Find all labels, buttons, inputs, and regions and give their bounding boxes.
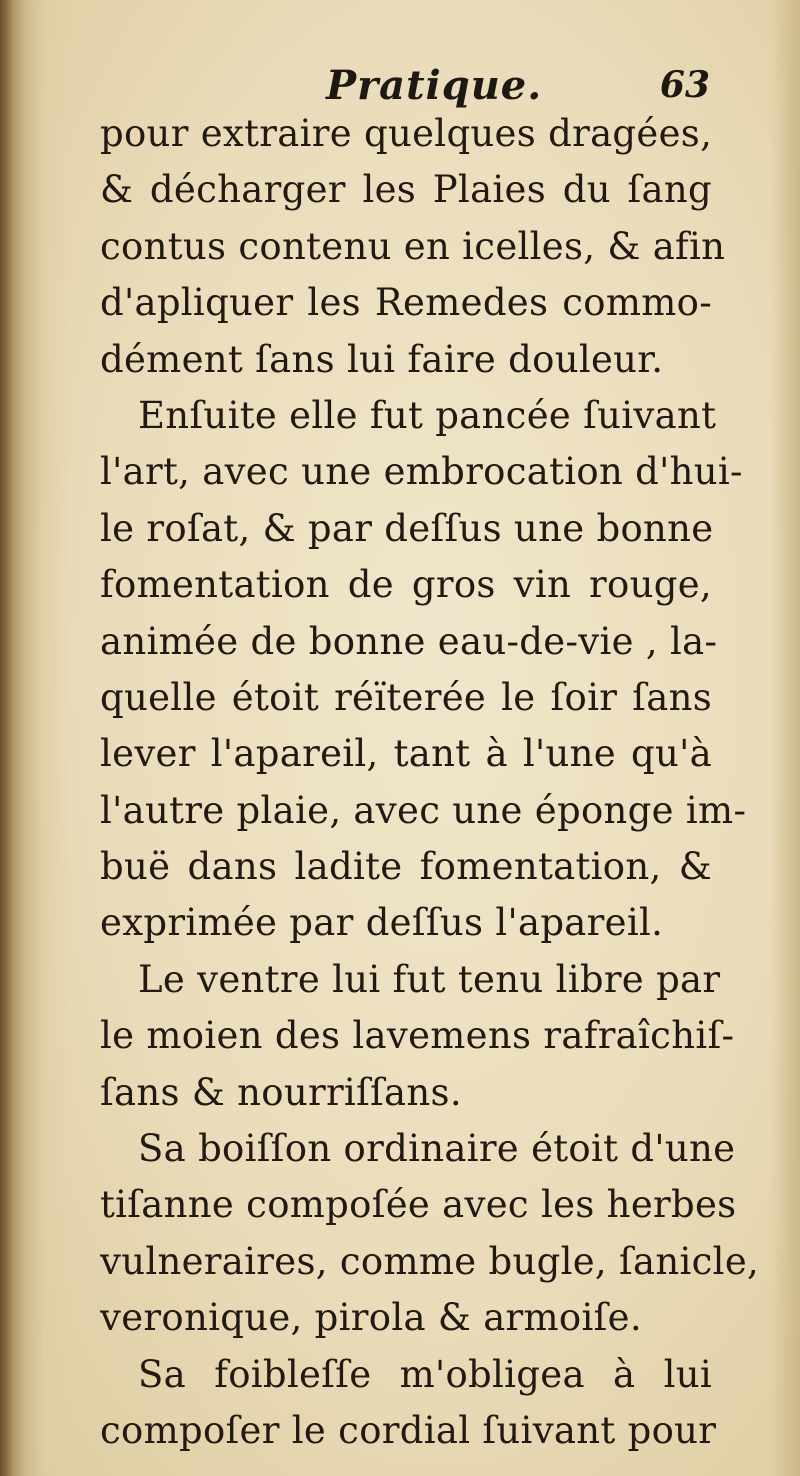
- text-line: veronique, pirola & armoiſe.: [100, 1296, 642, 1340]
- text-line: exprimée par deſſus l'apareil.: [100, 901, 664, 945]
- text-line: contus contenu en icelles, & afin: [100, 224, 726, 268]
- text-line: le moien des lavemens rafraîchiſ-: [100, 1014, 735, 1058]
- page-number: 63: [659, 64, 710, 106]
- text-line: d'apliquer les Remedes commo-: [100, 281, 712, 325]
- body-text: [100, 106, 760, 1459]
- text-line: Le ventre lui fut tenu libre par: [138, 957, 721, 1001]
- page-edge: [770, 0, 800, 1476]
- text-line: dément ſans lui faire douleur.: [100, 337, 664, 381]
- text-line: Sa boiſſon ordinaire étoit d'une: [138, 1127, 736, 1171]
- text-line: animée de bonne eau-de-vie , la-: [100, 619, 718, 663]
- text-line: l'autre plaie, avec une éponge im-: [100, 788, 747, 832]
- text-line: ſans & nourriſſans.: [100, 1070, 462, 1114]
- text-line: Sa foibleſſe m'obligea à lui: [138, 1352, 712, 1396]
- text-line: l'art, avec une embrocation d'hui-: [100, 450, 743, 494]
- text-line: buë dans ladite fomentation, &: [100, 845, 712, 889]
- text-line: pour extraire quelques dragées,: [100, 112, 713, 155]
- text-line: fomentation de gros vin rouge,: [100, 563, 712, 607]
- text-line: & décharger les Plaies du ſang: [100, 168, 712, 212]
- text-line: vulneraires, comme bugle, ſanicle,: [100, 1239, 760, 1283]
- text-line: lever l'apareil, tant à l'une qu'à: [100, 732, 712, 776]
- text-line: tiſanne compoſée avec les herbes: [100, 1183, 737, 1227]
- text-line: compoſer le cordial ſuivant pour: [100, 1408, 717, 1452]
- running-title: Pratique.: [326, 62, 543, 109]
- binding-gutter: [0, 0, 70, 1476]
- text-line: Enſuite elle fut pancée ſuivant: [138, 393, 717, 437]
- text-line: le roſat, & par deſſus une bonne: [100, 506, 714, 550]
- text-line: quelle étoit réïterée le ſoir ſans: [100, 675, 712, 719]
